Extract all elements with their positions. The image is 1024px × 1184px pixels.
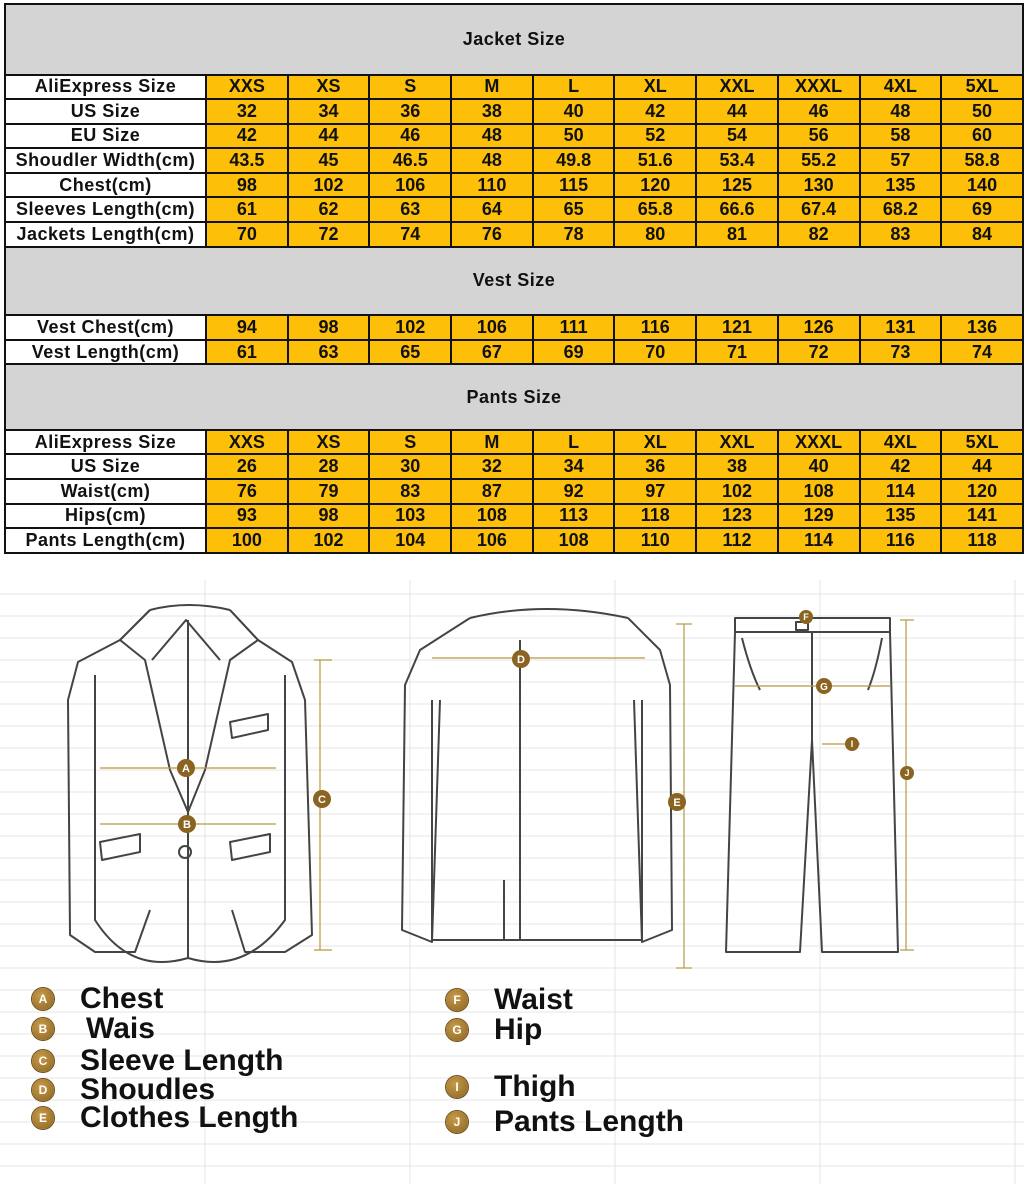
table-cell: 125 bbox=[696, 173, 778, 198]
table-cell: 131 bbox=[860, 315, 942, 340]
table-cell: 50 bbox=[941, 99, 1023, 124]
jacket-section-title: Jacket Size bbox=[5, 4, 1023, 75]
jacket-back-measure-lines bbox=[432, 624, 692, 968]
table-cell: 4XL bbox=[860, 430, 942, 455]
table-cell: 98 bbox=[288, 504, 370, 529]
table-cell: 48 bbox=[451, 148, 533, 173]
table-cell: 48 bbox=[860, 99, 942, 124]
table-row bbox=[5, 454, 1023, 479]
table-cell: 45 bbox=[288, 148, 370, 173]
table-cell: 32 bbox=[206, 99, 288, 124]
svg-text:B: B bbox=[183, 819, 191, 831]
legend-label: Chest bbox=[80, 982, 164, 1015]
table-cell: XXS bbox=[206, 430, 288, 455]
legend-item-b bbox=[32, 1012, 155, 1046]
table-cell: 67 bbox=[451, 340, 533, 365]
table-cell: 71 bbox=[696, 340, 778, 365]
table-cell: 114 bbox=[778, 528, 860, 553]
marker-c bbox=[313, 790, 331, 808]
table-row bbox=[5, 479, 1023, 504]
table-cell: S bbox=[369, 75, 451, 100]
table-cell: 93 bbox=[206, 504, 288, 529]
table-cell: 44 bbox=[941, 454, 1023, 479]
table-cell: 62 bbox=[288, 197, 370, 222]
legend-item-f bbox=[446, 983, 573, 1017]
table-cell: 46 bbox=[778, 99, 860, 124]
table-cell: 40 bbox=[533, 99, 615, 124]
legend-item-g bbox=[446, 1013, 542, 1047]
table-cell: 60 bbox=[941, 124, 1023, 149]
table-cell: 38 bbox=[451, 99, 533, 124]
table-row bbox=[5, 504, 1023, 529]
table-cell: 83 bbox=[860, 222, 942, 247]
table-cell: 32 bbox=[451, 454, 533, 479]
size-table bbox=[4, 3, 1024, 554]
table-row bbox=[5, 222, 1023, 247]
table-cell: 76 bbox=[206, 479, 288, 504]
table-cell: M bbox=[451, 430, 533, 455]
svg-text:A: A bbox=[182, 763, 190, 775]
table-cell: 102 bbox=[288, 528, 370, 553]
row-label: Sleeves Length(cm) bbox=[5, 197, 206, 222]
table-cell: 123 bbox=[696, 504, 778, 529]
table-cell: 110 bbox=[614, 528, 696, 553]
table-cell: 98 bbox=[288, 315, 370, 340]
table-cell: 120 bbox=[941, 479, 1023, 504]
row-label: Hips(cm) bbox=[5, 504, 206, 529]
table-cell: XL bbox=[614, 430, 696, 455]
table-cell: M bbox=[451, 75, 533, 100]
table-cell: 67.4 bbox=[778, 197, 860, 222]
table-row bbox=[5, 75, 1023, 100]
table-cell: XXS bbox=[206, 75, 288, 100]
svg-text:C: C bbox=[318, 794, 326, 806]
vest-section-title: Vest Size bbox=[5, 247, 1023, 316]
table-cell: 141 bbox=[941, 504, 1023, 529]
table-cell: 118 bbox=[614, 504, 696, 529]
legend-label: Thigh bbox=[494, 1070, 576, 1103]
table-cell: L bbox=[533, 75, 615, 100]
table-row bbox=[5, 197, 1023, 222]
svg-text:I: I bbox=[850, 739, 854, 749]
table-cell: 28 bbox=[288, 454, 370, 479]
table-row bbox=[5, 340, 1023, 365]
table-cell: 5XL bbox=[941, 430, 1023, 455]
pants-section-title: Pants Size bbox=[5, 364, 1023, 430]
table-cell: 79 bbox=[288, 479, 370, 504]
table-cell: 108 bbox=[451, 504, 533, 529]
legend-badge: J bbox=[446, 1111, 468, 1133]
marker-g bbox=[816, 678, 832, 694]
table-cell: 42 bbox=[614, 99, 696, 124]
svg-text:G: G bbox=[820, 682, 828, 693]
legend-label: Shoudles bbox=[80, 1073, 216, 1106]
table-cell: 102 bbox=[288, 173, 370, 198]
table-cell: 54 bbox=[696, 124, 778, 149]
table-cell: 46.5 bbox=[369, 148, 451, 173]
table-cell: 81 bbox=[696, 222, 778, 247]
table-cell: 106 bbox=[451, 528, 533, 553]
table-cell: 115 bbox=[533, 173, 615, 198]
legend-badge: G bbox=[446, 1019, 468, 1041]
jacket-section-header-row bbox=[5, 4, 1023, 75]
table-row bbox=[5, 124, 1023, 149]
table-cell: 100 bbox=[206, 528, 288, 553]
marker-e bbox=[668, 793, 686, 811]
table-cell: 121 bbox=[696, 315, 778, 340]
legend-item-e bbox=[32, 1101, 298, 1135]
table-cell: 87 bbox=[451, 479, 533, 504]
table-cell: 49.8 bbox=[533, 148, 615, 173]
table-row bbox=[5, 148, 1023, 173]
table-cell: 135 bbox=[860, 504, 942, 529]
table-cell: 58 bbox=[860, 124, 942, 149]
table-row bbox=[5, 430, 1023, 455]
table-row bbox=[5, 315, 1023, 340]
table-cell: 63 bbox=[288, 340, 370, 365]
table-row bbox=[5, 528, 1023, 553]
table-cell: XXL bbox=[696, 75, 778, 100]
table-cell: 102 bbox=[696, 479, 778, 504]
table-row bbox=[5, 173, 1023, 198]
row-label: US Size bbox=[5, 454, 206, 479]
table-cell: 55.2 bbox=[778, 148, 860, 173]
table-row bbox=[5, 99, 1023, 124]
table-cell: 82 bbox=[778, 222, 860, 247]
table-cell: XXXL bbox=[778, 430, 860, 455]
size-table-body bbox=[5, 4, 1023, 553]
table-cell: S bbox=[369, 430, 451, 455]
legend-badge: I bbox=[446, 1076, 468, 1098]
legend-badge: E bbox=[32, 1107, 54, 1129]
vest-section-header-row bbox=[5, 247, 1023, 316]
table-cell: 72 bbox=[288, 222, 370, 247]
table-cell: 97 bbox=[614, 479, 696, 504]
row-label: EU Size bbox=[5, 124, 206, 149]
jacket-front-drawing bbox=[68, 605, 312, 962]
row-label: Vest Chest(cm) bbox=[5, 315, 206, 340]
table-cell: 46 bbox=[369, 124, 451, 149]
legend-label: Clothes Length bbox=[80, 1101, 299, 1134]
table-cell: 113 bbox=[533, 504, 615, 529]
table-cell: 42 bbox=[860, 454, 942, 479]
table-cell: 108 bbox=[778, 479, 860, 504]
table-cell: 69 bbox=[533, 340, 615, 365]
row-label: Jackets Length(cm) bbox=[5, 222, 206, 247]
marker-f bbox=[799, 610, 813, 624]
table-cell: 112 bbox=[696, 528, 778, 553]
legend-badge: F bbox=[446, 989, 468, 1011]
marker-j bbox=[900, 766, 914, 780]
svg-text:J: J bbox=[904, 768, 910, 778]
legend-label: Wais bbox=[86, 1012, 155, 1045]
table-cell: 69 bbox=[941, 197, 1023, 222]
table-cell: 44 bbox=[288, 124, 370, 149]
legend-item-i bbox=[446, 1070, 576, 1104]
table-cell: 102 bbox=[369, 315, 451, 340]
marker-i bbox=[845, 737, 859, 751]
table-cell: 42 bbox=[206, 124, 288, 149]
table-cell: 52 bbox=[614, 124, 696, 149]
jacket-back-drawing bbox=[402, 609, 672, 942]
pants-measure-lines bbox=[735, 620, 914, 950]
row-label: Shoudler Width(cm) bbox=[5, 148, 206, 173]
pants-section-header-row bbox=[5, 364, 1023, 430]
table-cell: 68.2 bbox=[860, 197, 942, 222]
table-cell: 4XL bbox=[860, 75, 942, 100]
svg-text:F: F bbox=[803, 612, 809, 622]
legend-label: Sleeve Length bbox=[80, 1044, 284, 1077]
table-cell: 104 bbox=[369, 528, 451, 553]
table-cell: 43.5 bbox=[206, 148, 288, 173]
row-label: Waist(cm) bbox=[5, 479, 206, 504]
table-cell: 74 bbox=[369, 222, 451, 247]
row-label: AliExpress Size bbox=[5, 75, 206, 100]
table-cell: 76 bbox=[451, 222, 533, 247]
row-label: Pants Length(cm) bbox=[5, 528, 206, 553]
table-cell: 38 bbox=[696, 454, 778, 479]
marker-d bbox=[512, 650, 530, 668]
table-cell: 116 bbox=[614, 315, 696, 340]
row-label: Vest Length(cm) bbox=[5, 340, 206, 365]
table-cell: 108 bbox=[533, 528, 615, 553]
table-cell: 34 bbox=[288, 99, 370, 124]
table-cell: 70 bbox=[206, 222, 288, 247]
table-cell: 5XL bbox=[941, 75, 1023, 100]
table-cell: 65 bbox=[369, 340, 451, 365]
table-cell: 129 bbox=[778, 504, 860, 529]
legend-label: Waist bbox=[494, 983, 573, 1016]
legend-label: Pants Length bbox=[494, 1105, 685, 1138]
table-cell: 65.8 bbox=[614, 197, 696, 222]
table-cell: 26 bbox=[206, 454, 288, 479]
table-cell: 66.6 bbox=[696, 197, 778, 222]
table-cell: 130 bbox=[778, 173, 860, 198]
table-cell: XXL bbox=[696, 430, 778, 455]
table-cell: XS bbox=[288, 75, 370, 100]
legend-item-j bbox=[446, 1105, 684, 1139]
table-cell: 83 bbox=[369, 479, 451, 504]
legend-label: Hip bbox=[494, 1013, 543, 1046]
table-cell: 64 bbox=[451, 197, 533, 222]
table-cell: 51.6 bbox=[614, 148, 696, 173]
legend-badge: B bbox=[32, 1018, 54, 1040]
svg-text:D: D bbox=[517, 654, 525, 666]
table-cell: 65 bbox=[533, 197, 615, 222]
svg-text:E: E bbox=[673, 797, 681, 809]
table-cell: 126 bbox=[778, 315, 860, 340]
table-cell: 70 bbox=[614, 340, 696, 365]
table-cell: XXXL bbox=[778, 75, 860, 100]
legend-badge: A bbox=[32, 988, 54, 1010]
measurement-diagram bbox=[0, 580, 1024, 1184]
table-cell: 58.8 bbox=[941, 148, 1023, 173]
table-cell: 34 bbox=[533, 454, 615, 479]
table-cell: L bbox=[533, 430, 615, 455]
marker-b bbox=[178, 815, 196, 833]
table-cell: 116 bbox=[860, 528, 942, 553]
table-cell: 61 bbox=[206, 197, 288, 222]
table-cell: XS bbox=[288, 430, 370, 455]
table-cell: XL bbox=[614, 75, 696, 100]
row-label: US Size bbox=[5, 99, 206, 124]
table-cell: 111 bbox=[533, 315, 615, 340]
table-cell: 73 bbox=[860, 340, 942, 365]
row-label: AliExpress Size bbox=[5, 430, 206, 455]
table-cell: 56 bbox=[778, 124, 860, 149]
table-cell: 106 bbox=[369, 173, 451, 198]
table-cell: 84 bbox=[941, 222, 1023, 247]
table-cell: 50 bbox=[533, 124, 615, 149]
table-cell: 78 bbox=[533, 222, 615, 247]
table-cell: 30 bbox=[369, 454, 451, 479]
row-label: Chest(cm) bbox=[5, 173, 206, 198]
legend-badge: D bbox=[32, 1079, 54, 1101]
table-cell: 106 bbox=[451, 315, 533, 340]
table-cell: 61 bbox=[206, 340, 288, 365]
table-cell: 72 bbox=[778, 340, 860, 365]
table-cell: 120 bbox=[614, 173, 696, 198]
table-cell: 98 bbox=[206, 173, 288, 198]
table-cell: 135 bbox=[860, 173, 942, 198]
table-cell: 114 bbox=[860, 479, 942, 504]
table-cell: 53.4 bbox=[696, 148, 778, 173]
table-cell: 103 bbox=[369, 504, 451, 529]
table-cell: 140 bbox=[941, 173, 1023, 198]
marker-a bbox=[177, 759, 195, 777]
table-cell: 80 bbox=[614, 222, 696, 247]
table-cell: 63 bbox=[369, 197, 451, 222]
table-cell: 48 bbox=[451, 124, 533, 149]
table-cell: 110 bbox=[451, 173, 533, 198]
table-cell: 136 bbox=[941, 315, 1023, 340]
table-cell: 74 bbox=[941, 340, 1023, 365]
table-cell: 92 bbox=[533, 479, 615, 504]
table-cell: 44 bbox=[696, 99, 778, 124]
table-cell: 40 bbox=[778, 454, 860, 479]
table-cell: 36 bbox=[614, 454, 696, 479]
table-cell: 36 bbox=[369, 99, 451, 124]
legend-badge: C bbox=[32, 1050, 54, 1072]
legend-item-a bbox=[32, 982, 163, 1016]
table-cell: 57 bbox=[860, 148, 942, 173]
table-cell: 118 bbox=[941, 528, 1023, 553]
table-cell: 94 bbox=[206, 315, 288, 340]
